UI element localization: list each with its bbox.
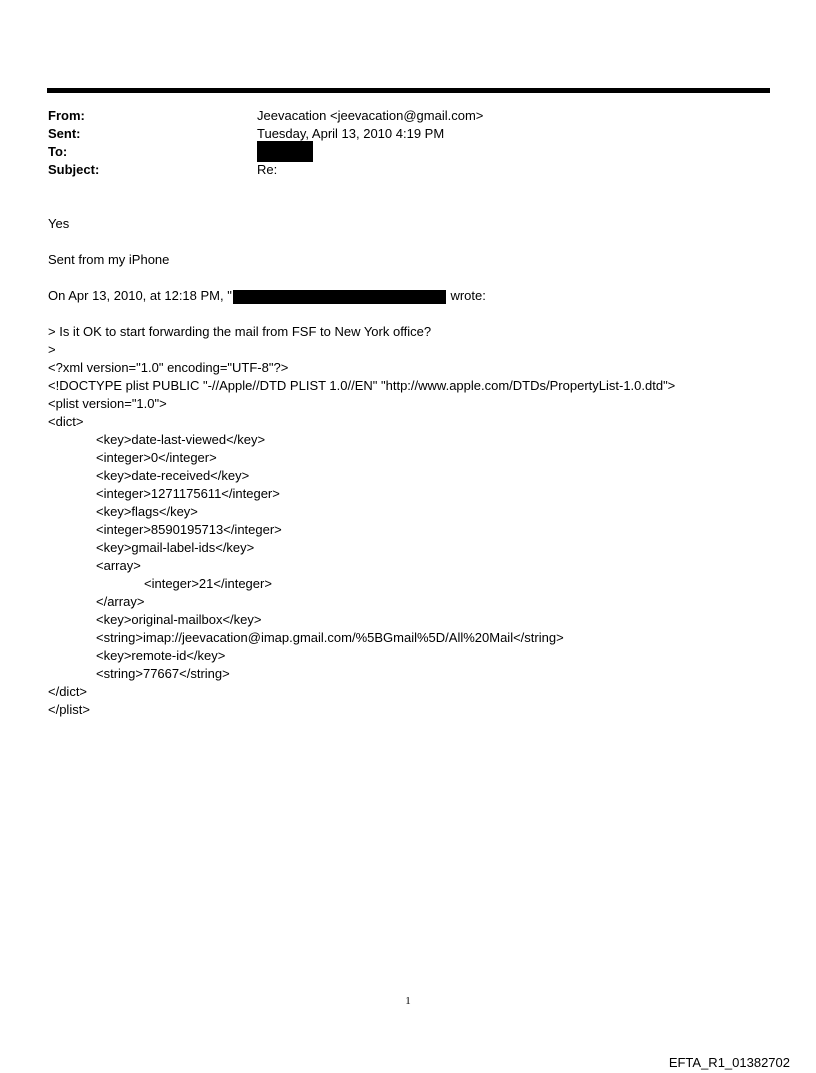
to-row bbox=[48, 143, 748, 161]
plist-line: <key>original-mailbox</key> bbox=[96, 612, 262, 627]
plist-line: <string>77667</string> bbox=[96, 666, 230, 681]
page-number: 1 bbox=[405, 995, 411, 1007]
quoted-line-marker: > bbox=[48, 342, 56, 357]
sent-label: Sent: bbox=[48, 126, 81, 141]
plist-line: <key>gmail-label-ids</key> bbox=[96, 540, 255, 555]
quote-intro-before: On Apr 13, 2010, at 12:18 PM, " bbox=[48, 288, 232, 303]
from-value: Jeevacation <jeevacation@gmail.com> bbox=[257, 108, 484, 123]
header-rule bbox=[47, 88, 770, 93]
plist-line: <array> bbox=[96, 558, 141, 573]
from-label: From: bbox=[48, 108, 85, 123]
plist-line: </plist> bbox=[48, 702, 90, 717]
plist-line: <!DOCTYPE plist PUBLIC "-//Apple//DTD PLIST 1.0//EN" "http://www.apple.com/DTDs/PropertyList-1.0.dtd"> bbox=[48, 378, 676, 393]
sent-row bbox=[48, 125, 748, 143]
plist-line: <integer>8590195713</integer> bbox=[96, 522, 282, 537]
plist-line: <plist version="1.0"> bbox=[48, 396, 167, 411]
plist-block bbox=[48, 359, 788, 719]
to-redaction bbox=[257, 141, 313, 162]
email-header bbox=[48, 107, 748, 179]
subject-label: Subject: bbox=[48, 162, 100, 177]
plist-line: <?xml version="1.0" encoding="UTF-8"?> bbox=[48, 360, 289, 375]
plist-line: <key>date-last-viewed</key> bbox=[96, 432, 266, 447]
plist-line: <key>flags</key> bbox=[96, 504, 198, 519]
subject-row bbox=[48, 161, 748, 179]
signature-text: Sent from my iPhone bbox=[48, 252, 170, 267]
plist-line: <dict> bbox=[48, 414, 84, 429]
from-row bbox=[48, 107, 748, 125]
plist-line: </dict> bbox=[48, 684, 88, 699]
sent-value: Tuesday, April 13, 2010 4:19 PM bbox=[257, 126, 445, 141]
sender-redaction bbox=[233, 290, 446, 304]
to-label: To: bbox=[48, 144, 68, 159]
quote-intro-after: wrote: bbox=[446, 288, 486, 303]
plist-line: <key>remote-id</key> bbox=[96, 648, 226, 663]
email-body bbox=[48, 215, 788, 719]
quote-intro bbox=[48, 287, 788, 305]
plist-line: <integer>0</integer> bbox=[96, 450, 217, 465]
subject-value: Re: bbox=[257, 162, 278, 177]
quoted-line: > Is it OK to start forwarding the mail from FSF to New York office? bbox=[48, 324, 432, 339]
plist-line: <string>imap://jeevacation@imap.gmail.com/%5BGmail%5D/All%20Mail</string> bbox=[96, 630, 564, 645]
reply-text: Yes bbox=[48, 216, 70, 231]
plist-line: <key>date-received</key> bbox=[96, 468, 250, 483]
plist-line: <integer>21</integer> bbox=[144, 576, 272, 591]
plist-line: </array> bbox=[96, 594, 145, 609]
plist-line: <integer>1271175611</integer> bbox=[96, 486, 280, 501]
document-id: EFTA_R1_01382702 bbox=[668, 1055, 790, 1070]
